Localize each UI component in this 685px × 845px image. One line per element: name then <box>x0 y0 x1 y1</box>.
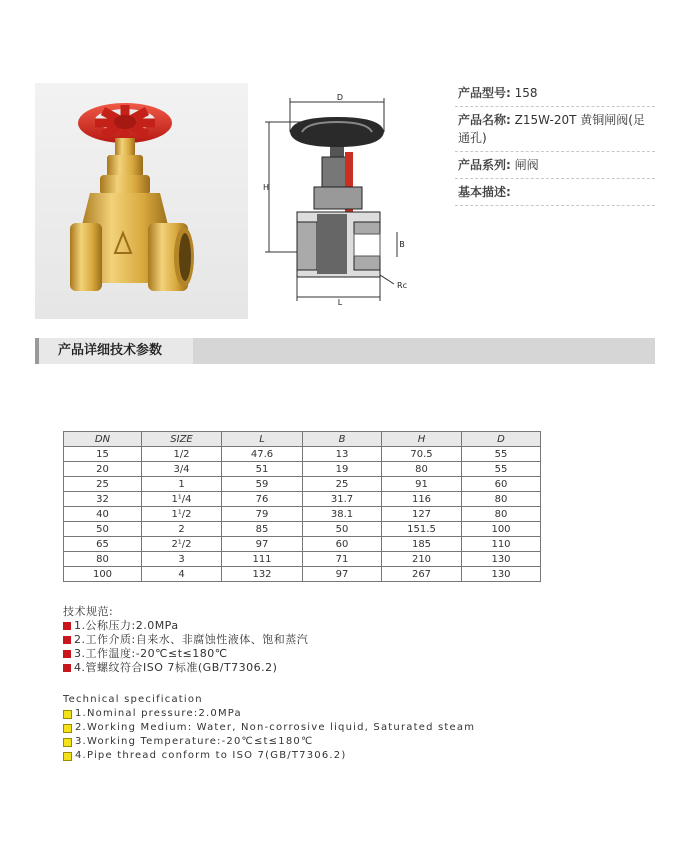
table-cell: 97 <box>303 567 382 582</box>
table-cell: 127 <box>382 507 462 522</box>
dim-h-label: H <box>262 183 270 192</box>
table-cell: 4 <box>142 567 222 582</box>
table-cell: 25 <box>64 477 142 492</box>
table-cell: 85 <box>222 522 303 537</box>
model-value: 158 <box>514 86 538 100</box>
table-cell: 38.1 <box>303 507 382 522</box>
table-cell: 60 <box>303 537 382 552</box>
table-row <box>64 447 541 462</box>
table-cell: 1 <box>142 477 222 492</box>
red-square-icon <box>63 622 71 630</box>
table-cell: 91 <box>382 477 462 492</box>
table-cell: 70.5 <box>382 447 462 462</box>
gate-valve-image <box>35 83 248 319</box>
spec-cn-item <box>63 619 308 633</box>
table-cell: 80 <box>462 492 541 507</box>
table-cell: 130 <box>462 552 541 567</box>
table-cell: 31.7 <box>303 492 382 507</box>
spec-en-text: 2.Working Medium: Water, Non-corrosive liquid, Saturated steam <box>75 722 476 733</box>
table-cell: 71 <box>303 552 382 567</box>
column-header: B <box>303 432 382 447</box>
spec-cn-text: 1.公称压力:2.0MPa <box>74 619 179 632</box>
series-value: 闸阀 <box>514 158 539 172</box>
spec-cn-text: 4.管螺纹符合ISO 7标准(GB/T7306.2) <box>74 661 278 674</box>
yellow-square-icon <box>63 710 72 719</box>
product-desc-row <box>455 179 655 206</box>
desc-colon: : <box>506 185 511 199</box>
table-cell: 185 <box>382 537 462 552</box>
spec-en-text: 1.Nominal pressure:2.0MPa <box>75 708 242 719</box>
spec-cn-title: 技术规范: <box>63 605 114 618</box>
table-cell: 210 <box>382 552 462 567</box>
product-series-row <box>455 152 655 179</box>
table-cell: 15 <box>64 447 142 462</box>
table-cell: 51 <box>222 462 303 477</box>
column-header: H <box>382 432 462 447</box>
table-cell: 13 <box>303 447 382 462</box>
spec-en-item <box>63 735 475 749</box>
table-cell: 19 <box>303 462 382 477</box>
table-cell: 100 <box>64 567 142 582</box>
spec-notes-cn <box>63 604 308 675</box>
table-cell: 1¹/2 <box>142 507 222 522</box>
spec-en-title: Technical specification <box>63 694 203 705</box>
spec-cn-item <box>63 633 308 647</box>
spec-en-text: 4.Pipe thread conform to ISO 7(GB/T7306.2) <box>75 750 347 761</box>
table-cell: 3/4 <box>142 462 222 477</box>
table-cell: 267 <box>382 567 462 582</box>
red-square-icon <box>63 664 71 672</box>
table-cell: 111 <box>222 552 303 567</box>
table-row <box>64 477 541 492</box>
table-cell: 50 <box>303 522 382 537</box>
table-cell: 59 <box>222 477 303 492</box>
table-cell: 2¹/2 <box>142 537 222 552</box>
spec-en-item <box>63 721 475 735</box>
spec-cn-text: 3.工作温度:-20℃≤t≤180℃ <box>74 647 228 660</box>
table-cell: 2 <box>142 522 222 537</box>
table-header-row <box>64 432 541 447</box>
table-cell: 80 <box>64 552 142 567</box>
spec-cn-text: 2.工作介质:自来水、非腐蚀性液体、饱和蒸汽 <box>74 633 309 646</box>
table-row <box>64 462 541 477</box>
table-row <box>64 567 541 582</box>
dimension-table <box>63 431 541 582</box>
table-cell: 80 <box>382 462 462 477</box>
red-square-icon <box>63 636 71 644</box>
spec-en-item <box>63 749 475 763</box>
table-cell: 60 <box>462 477 541 492</box>
table-cell: 25 <box>303 477 382 492</box>
product-photo <box>35 83 248 319</box>
table-cell: 97 <box>222 537 303 552</box>
product-info <box>455 80 655 206</box>
series-colon: : <box>506 158 511 172</box>
table-cell: 20 <box>64 462 142 477</box>
spec-notes-en <box>63 692 475 763</box>
yellow-square-icon <box>63 724 72 733</box>
table-cell: 32 <box>64 492 142 507</box>
spec-en-item <box>63 707 475 721</box>
desc-label: 基本描述 <box>458 185 507 199</box>
column-header: L <box>222 432 303 447</box>
column-header: DN <box>64 432 142 447</box>
table-cell: 1/2 <box>142 447 222 462</box>
dimension-drawing <box>262 92 422 307</box>
name-value: Z15W-20T 黄铜闸阀(足通孔) <box>458 113 645 145</box>
dim-l-label: L <box>337 298 343 307</box>
name-label: 产品名称 <box>458 113 507 127</box>
yellow-square-icon <box>63 738 72 747</box>
spec-cn-item <box>63 661 308 675</box>
table-cell: 116 <box>382 492 462 507</box>
table-cell: 79 <box>222 507 303 522</box>
table-cell: 40 <box>64 507 142 522</box>
model-label: 产品型号 <box>458 86 507 100</box>
product-name-row <box>455 107 655 152</box>
table-cell: 110 <box>462 537 541 552</box>
red-square-icon <box>63 650 71 658</box>
table-row <box>64 552 541 567</box>
table-row <box>64 522 541 537</box>
column-header: D <box>462 432 541 447</box>
column-header: SIZE <box>142 432 222 447</box>
table-cell: 130 <box>462 567 541 582</box>
table-cell: 1¹/4 <box>142 492 222 507</box>
yellow-square-icon <box>63 752 72 761</box>
table-row <box>64 492 541 507</box>
name-colon: : <box>506 113 511 127</box>
spec-en-text: 3.Working Temperature:-20℃≤t≤180℃ <box>75 736 314 747</box>
table-cell: 55 <box>462 447 541 462</box>
spec-cn-item <box>63 647 308 661</box>
table-cell: 65 <box>64 537 142 552</box>
table-cell: 3 <box>142 552 222 567</box>
model-colon: : <box>506 86 511 100</box>
product-model-row <box>455 80 655 107</box>
dim-rc-label: Rc <box>397 281 407 290</box>
table-cell: 76 <box>222 492 303 507</box>
table-cell: 100 <box>462 522 541 537</box>
section-header-bar <box>35 338 655 364</box>
dim-d-label: D <box>336 93 344 102</box>
table-cell: 151.5 <box>382 522 462 537</box>
dim-b-label: B <box>399 240 405 249</box>
section-title: 产品详细技术参数 <box>35 338 193 364</box>
table-cell: 132 <box>222 567 303 582</box>
series-label: 产品系列 <box>458 158 507 172</box>
table-cell: 55 <box>462 462 541 477</box>
table-row <box>64 507 541 522</box>
table-cell: 80 <box>462 507 541 522</box>
table-cell: 47.6 <box>222 447 303 462</box>
table-cell: 50 <box>64 522 142 537</box>
table-row <box>64 537 541 552</box>
